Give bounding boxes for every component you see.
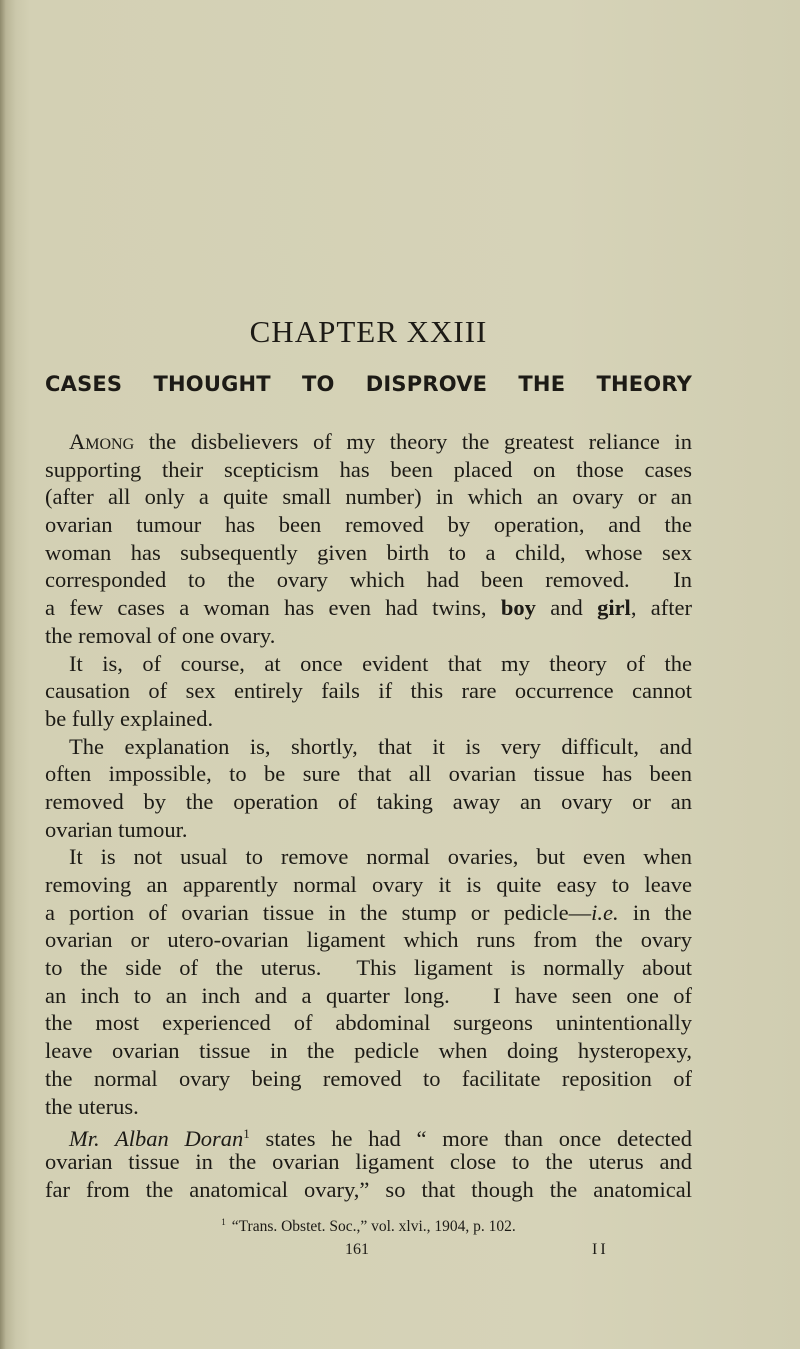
text-segment: the most experienced of abdominal surgeons unintentionally: [45, 1010, 692, 1036]
text-segment: i.e.: [591, 899, 619, 925]
text-segment: and: [535, 595, 598, 621]
text-line: [45, 1148, 692, 1176]
text-segment: corresponded to the ovary which had been removed. In: [45, 567, 692, 593]
text-line: [45, 899, 692, 927]
text-line: [45, 650, 692, 678]
text-segment: causation of sex entirely fails if this rare occurrence cannot: [45, 678, 692, 704]
footnote-mark: 1: [221, 1217, 226, 1227]
text-line: [45, 594, 692, 622]
text-segment: to the side of the uterus. This ligament is normally about: [45, 955, 692, 981]
text-segment: the uterus.: [45, 1093, 139, 1119]
text-line: [45, 566, 692, 594]
text-segment: be fully explained.: [45, 705, 214, 731]
page-number: 161: [345, 1241, 369, 1258]
text-line: [45, 982, 692, 1010]
text-line: [45, 1176, 692, 1204]
text-line: [45, 1093, 692, 1121]
text-segment: The explanation is, shortly, that it is very difficult, and: [69, 733, 692, 759]
text-line: [45, 483, 692, 511]
text-line: [45, 428, 692, 456]
text-segment: in the: [618, 899, 692, 925]
footnote: [0, 1217, 737, 1236]
text-line: [45, 1037, 692, 1065]
text-segment: a portion of ovarian tissue in the stump or pedicle—: [45, 899, 592, 925]
text-segment: the disbelievers of my theory the greatest reliance in: [134, 429, 692, 454]
text-line: [45, 816, 692, 844]
text-segment: It is, of course, at once evident that my theory of the: [69, 650, 692, 676]
text-line: [45, 705, 692, 733]
text-segment: states he had “ more than once detected: [249, 1126, 692, 1152]
text-segment: far from the anatomical ovary,” so that though the anatomical: [45, 1176, 692, 1202]
text-line: [45, 539, 692, 567]
signature-mark: II: [592, 1241, 609, 1258]
text-segment: woman has subsequently given birth to a child, whose sex: [45, 539, 692, 565]
text-segment: ovarian tumour has been removed by operation, and the: [45, 512, 692, 538]
text-line: [45, 954, 692, 982]
text-segment: Mr. Alban Doran: [69, 1126, 244, 1152]
text-segment: girl: [597, 595, 631, 621]
text-line: [45, 456, 692, 484]
text-line: [45, 1065, 692, 1093]
text-segment: removing an apparently normal ovary it is quite easy to leave: [45, 872, 692, 897]
text-line: [45, 622, 692, 650]
text-segment: ovarian or utero-ovarian ligament which runs from the ovary: [45, 927, 692, 953]
chapter-title: CASES THOUGHT TO DISPROVE THE THEORY: [45, 372, 692, 396]
text-line: [45, 871, 692, 899]
text-line: [45, 926, 692, 954]
text-line: [45, 1120, 692, 1152]
footnote-text: “Trans. Obstet. Soc.,” vol. xlvi., 1904, p. 102.: [231, 1218, 516, 1235]
text-segment: Among: [69, 429, 135, 454]
text-line: [45, 511, 692, 539]
text-line: [45, 788, 692, 816]
text-segment: ovarian tissue in the ovarian ligament close to the uterus and: [45, 1148, 692, 1174]
text-segment: leave ovarian tissue in the pedicle when doing hysteropexy,: [45, 1038, 692, 1064]
text-segment: removed by the operation of taking away an ovary or an: [45, 788, 692, 814]
text-line: [45, 843, 692, 871]
text-segment: boy: [500, 595, 536, 621]
text-segment: supporting their scepticism has been placed on those cases: [45, 456, 692, 482]
text-line: [45, 677, 692, 705]
text-segment: ovarian tumour.: [45, 816, 188, 842]
text-line: [45, 733, 692, 761]
text-segment: the removal of one ovary.: [45, 622, 276, 648]
text-segment: the normal ovary being removed to facilitate reposition of: [45, 1065, 692, 1091]
text-segment: often impossible, to be sure that all ovarian tissue has been: [45, 761, 692, 787]
text-segment: an inch to an inch and a quarter long. I have seen one of: [45, 982, 692, 1008]
footnote-reference: 1: [243, 1126, 250, 1142]
text-segment: a few cases a woman has even had twins,: [45, 595, 501, 621]
body-text: [45, 428, 692, 1203]
text-segment: , after: [630, 595, 692, 621]
text-segment: It is not usual to remove normal ovaries, but even when: [69, 844, 692, 870]
chapter-heading: CHAPTER XXIII: [249, 314, 488, 349]
text-segment: (after all only a quite small number) in which an ovary or an: [45, 484, 692, 510]
text-line: [45, 760, 692, 788]
text-line: [45, 1009, 692, 1037]
